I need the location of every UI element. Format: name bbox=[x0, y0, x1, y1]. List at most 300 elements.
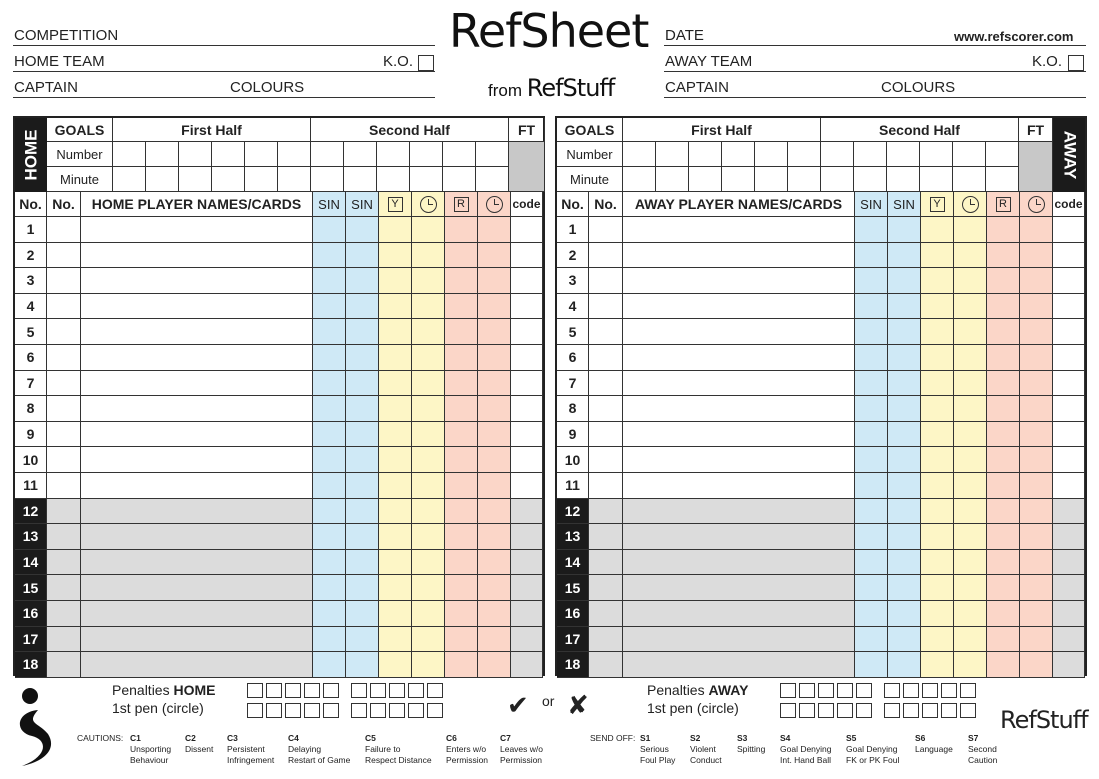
home-player-sin1-cell[interactable] bbox=[313, 268, 346, 294]
away-player-yellow-card-cell[interactable] bbox=[921, 499, 954, 525]
away-player-names-cell[interactable] bbox=[623, 422, 855, 448]
away-player-names-cell[interactable] bbox=[623, 345, 855, 371]
home-player-yellow-card-cell[interactable] bbox=[379, 601, 412, 627]
home-player-red-clock-cell[interactable] bbox=[478, 217, 511, 243]
home-player-code-cell[interactable] bbox=[511, 345, 543, 371]
penalty-box[interactable] bbox=[427, 703, 443, 718]
home-player-red-clock-cell[interactable] bbox=[478, 345, 511, 371]
penalty-box[interactable] bbox=[427, 683, 443, 698]
home-player-red-card-cell[interactable] bbox=[445, 473, 478, 499]
home-player-red-card-cell[interactable] bbox=[445, 447, 478, 473]
away-player-sin2-cell[interactable] bbox=[888, 447, 921, 473]
away-player-red-card-cell[interactable] bbox=[987, 524, 1020, 550]
away-player-red-clock-cell[interactable] bbox=[1020, 396, 1053, 422]
home-player-shirt-no-cell[interactable] bbox=[47, 268, 81, 294]
away-player-yellow-card-cell[interactable] bbox=[921, 217, 954, 243]
home-player-sin2-cell[interactable] bbox=[346, 575, 379, 601]
home-player-names-cell[interactable] bbox=[81, 550, 313, 576]
away-player-sin2-cell[interactable] bbox=[888, 371, 921, 397]
away-player-code-cell[interactable] bbox=[1053, 422, 1085, 448]
away-player-yellow-clock-cell[interactable] bbox=[954, 345, 987, 371]
away-player-sin2-cell[interactable] bbox=[888, 396, 921, 422]
away-player-yellow-card-cell[interactable] bbox=[921, 294, 954, 320]
home-player-red-clock-cell[interactable] bbox=[478, 652, 511, 678]
home-player-red-card-cell[interactable] bbox=[445, 575, 478, 601]
home-player-red-card-cell[interactable] bbox=[445, 345, 478, 371]
home-player-sin1-cell[interactable] bbox=[313, 601, 346, 627]
home-player-names-cell[interactable] bbox=[81, 473, 313, 499]
away-player-names-cell[interactable] bbox=[623, 499, 855, 525]
home-player-names-cell[interactable] bbox=[81, 499, 313, 525]
away-player-code-cell[interactable] bbox=[1053, 601, 1085, 627]
away-player-yellow-card-cell[interactable] bbox=[921, 652, 954, 678]
home-player-code-cell[interactable] bbox=[511, 371, 543, 397]
home-ft-score-cell[interactable] bbox=[509, 142, 545, 192]
away-player-shirt-no-cell[interactable] bbox=[589, 575, 623, 601]
away-player-yellow-card-cell[interactable] bbox=[921, 422, 954, 448]
home-player-sin1-cell[interactable] bbox=[313, 447, 346, 473]
home-goal-number-cell[interactable] bbox=[344, 142, 377, 167]
penalty-box[interactable] bbox=[370, 703, 386, 718]
home-player-sin2-cell[interactable] bbox=[346, 550, 379, 576]
home-goal-minute-cell[interactable] bbox=[179, 167, 212, 192]
home-player-sin1-cell[interactable] bbox=[313, 422, 346, 448]
away-player-code-cell[interactable] bbox=[1053, 575, 1085, 601]
away-goal-minute-cell[interactable] bbox=[722, 167, 755, 192]
away-player-shirt-no-cell[interactable] bbox=[589, 371, 623, 397]
away-player-sin1-cell[interactable] bbox=[855, 601, 888, 627]
away-player-sin1-cell[interactable] bbox=[855, 371, 888, 397]
away-player-code-cell[interactable] bbox=[1053, 396, 1085, 422]
away-player-red-card-cell[interactable] bbox=[987, 345, 1020, 371]
home-goal-number-cell[interactable] bbox=[278, 142, 311, 167]
away-player-sin1-cell[interactable] bbox=[855, 575, 888, 601]
home-player-yellow-card-cell[interactable] bbox=[379, 319, 412, 345]
away-goal-minute-cell[interactable] bbox=[623, 167, 656, 192]
home-player-sin1-cell[interactable] bbox=[313, 575, 346, 601]
away-player-yellow-clock-cell[interactable] bbox=[954, 524, 987, 550]
home-player-names-cell[interactable] bbox=[81, 217, 313, 243]
home-player-yellow-card-cell[interactable] bbox=[379, 243, 412, 269]
home-player-red-card-cell[interactable] bbox=[445, 268, 478, 294]
away-goal-minute-cell[interactable] bbox=[854, 167, 887, 192]
home-player-shirt-no-cell[interactable] bbox=[47, 217, 81, 243]
home-player-red-clock-cell[interactable] bbox=[478, 473, 511, 499]
home-player-shirt-no-cell[interactable] bbox=[47, 345, 81, 371]
home-player-red-clock-cell[interactable] bbox=[478, 319, 511, 345]
penalty-box[interactable] bbox=[247, 703, 263, 718]
away-ft-score-cell[interactable] bbox=[1019, 142, 1053, 192]
away-player-sin1-cell[interactable] bbox=[855, 217, 888, 243]
away-player-yellow-clock-cell[interactable] bbox=[954, 627, 987, 653]
home-player-sin1-cell[interactable] bbox=[313, 243, 346, 269]
home-goal-minute-cell[interactable] bbox=[344, 167, 377, 192]
home-goal-number-cell[interactable] bbox=[377, 142, 410, 167]
away-player-yellow-card-cell[interactable] bbox=[921, 601, 954, 627]
home-player-yellow-clock-cell[interactable] bbox=[412, 319, 445, 345]
away-goal-number-cell[interactable] bbox=[722, 142, 755, 167]
away-player-red-clock-cell[interactable] bbox=[1020, 575, 1053, 601]
home-player-shirt-no-cell[interactable] bbox=[47, 575, 81, 601]
away-player-red-clock-cell[interactable] bbox=[1020, 447, 1053, 473]
home-player-code-cell[interactable] bbox=[511, 627, 543, 653]
away-player-yellow-card-cell[interactable] bbox=[921, 268, 954, 294]
home-player-names-cell[interactable] bbox=[81, 319, 313, 345]
away-player-code-cell[interactable] bbox=[1053, 268, 1085, 294]
away-player-sin2-cell[interactable] bbox=[888, 550, 921, 576]
away-player-red-card-cell[interactable] bbox=[987, 268, 1020, 294]
penalty-box[interactable] bbox=[837, 683, 853, 698]
home-player-shirt-no-cell[interactable] bbox=[47, 396, 81, 422]
home-player-shirt-no-cell[interactable] bbox=[47, 601, 81, 627]
home-player-sin2-cell[interactable] bbox=[346, 319, 379, 345]
home-player-yellow-clock-cell[interactable] bbox=[412, 294, 445, 320]
home-player-names-cell[interactable] bbox=[81, 524, 313, 550]
home-player-yellow-clock-cell[interactable] bbox=[412, 243, 445, 269]
away-player-yellow-clock-cell[interactable] bbox=[954, 371, 987, 397]
home-player-names-cell[interactable] bbox=[81, 652, 313, 678]
away-goal-number-cell[interactable] bbox=[656, 142, 689, 167]
home-player-yellow-card-cell[interactable] bbox=[379, 447, 412, 473]
home-player-yellow-card-cell[interactable] bbox=[379, 422, 412, 448]
home-player-yellow-clock-cell[interactable] bbox=[412, 524, 445, 550]
away-team-field[interactable] bbox=[664, 50, 1086, 72]
away-player-yellow-card-cell[interactable] bbox=[921, 575, 954, 601]
home-player-red-clock-cell[interactable] bbox=[478, 294, 511, 320]
home-player-red-clock-cell[interactable] bbox=[478, 268, 511, 294]
home-player-sin1-cell[interactable] bbox=[313, 473, 346, 499]
home-player-red-card-cell[interactable] bbox=[445, 396, 478, 422]
home-player-red-clock-cell[interactable] bbox=[478, 396, 511, 422]
away-player-yellow-clock-cell[interactable] bbox=[954, 319, 987, 345]
away-player-sin1-cell[interactable] bbox=[855, 345, 888, 371]
away-player-red-clock-cell[interactable] bbox=[1020, 268, 1053, 294]
home-player-red-clock-cell[interactable] bbox=[478, 422, 511, 448]
home-player-yellow-card-cell[interactable] bbox=[379, 473, 412, 499]
penalty-box[interactable] bbox=[884, 683, 900, 698]
home-player-yellow-clock-cell[interactable] bbox=[412, 627, 445, 653]
home-player-red-card-cell[interactable] bbox=[445, 294, 478, 320]
away-goal-minute-cell[interactable] bbox=[788, 167, 821, 192]
away-player-yellow-card-cell[interactable] bbox=[921, 396, 954, 422]
away-player-sin1-cell[interactable] bbox=[855, 627, 888, 653]
home-player-names-cell[interactable] bbox=[81, 447, 313, 473]
home-player-sin2-cell[interactable] bbox=[346, 294, 379, 320]
penalty-box[interactable] bbox=[247, 683, 263, 698]
home-player-red-card-cell[interactable] bbox=[445, 601, 478, 627]
home-player-yellow-clock-cell[interactable] bbox=[412, 217, 445, 243]
away-goal-number-cell[interactable] bbox=[986, 142, 1019, 167]
away-player-names-cell[interactable] bbox=[623, 524, 855, 550]
away-player-sin2-cell[interactable] bbox=[888, 217, 921, 243]
penalty-box[interactable] bbox=[285, 703, 301, 718]
away-goal-number-cell[interactable] bbox=[755, 142, 788, 167]
home-player-names-cell[interactable] bbox=[81, 268, 313, 294]
home-goal-number-cell[interactable] bbox=[146, 142, 179, 167]
home-goal-minute-cell[interactable] bbox=[377, 167, 410, 192]
away-goal-minute-cell[interactable] bbox=[689, 167, 722, 192]
away-goal-number-cell[interactable] bbox=[821, 142, 854, 167]
home-player-red-card-cell[interactable] bbox=[445, 550, 478, 576]
home-player-sin2-cell[interactable] bbox=[346, 447, 379, 473]
home-goal-number-cell[interactable] bbox=[245, 142, 278, 167]
away-player-yellow-clock-cell[interactable] bbox=[954, 294, 987, 320]
home-player-red-clock-cell[interactable] bbox=[478, 524, 511, 550]
away-player-red-card-cell[interactable] bbox=[987, 499, 1020, 525]
away-player-code-cell[interactable] bbox=[1053, 499, 1085, 525]
home-goal-number-cell[interactable] bbox=[311, 142, 344, 167]
penalty-box[interactable] bbox=[960, 683, 976, 698]
home-player-yellow-clock-cell[interactable] bbox=[412, 396, 445, 422]
away-player-sin2-cell[interactable] bbox=[888, 524, 921, 550]
home-goal-number-cell[interactable] bbox=[113, 142, 146, 167]
away-player-shirt-no-cell[interactable] bbox=[589, 601, 623, 627]
home-goal-minute-cell[interactable] bbox=[443, 167, 476, 192]
home-player-shirt-no-cell[interactable] bbox=[47, 243, 81, 269]
penalty-box[interactable] bbox=[304, 683, 320, 698]
home-goal-minute-cell[interactable] bbox=[113, 167, 146, 192]
away-player-shirt-no-cell[interactable] bbox=[589, 422, 623, 448]
home-player-sin1-cell[interactable] bbox=[313, 524, 346, 550]
away-player-shirt-no-cell[interactable] bbox=[589, 268, 623, 294]
away-goal-number-cell[interactable] bbox=[920, 142, 953, 167]
home-player-sin1-cell[interactable] bbox=[313, 294, 346, 320]
away-player-shirt-no-cell[interactable] bbox=[589, 473, 623, 499]
home-ko-box[interactable] bbox=[418, 55, 434, 71]
home-player-red-card-cell[interactable] bbox=[445, 243, 478, 269]
away-player-names-cell[interactable] bbox=[623, 268, 855, 294]
home-player-sin2-cell[interactable] bbox=[346, 371, 379, 397]
home-player-names-cell[interactable] bbox=[81, 422, 313, 448]
away-player-sin1-cell[interactable] bbox=[855, 499, 888, 525]
home-player-sin2-cell[interactable] bbox=[346, 652, 379, 678]
away-player-red-clock-cell[interactable] bbox=[1020, 345, 1053, 371]
home-player-yellow-card-cell[interactable] bbox=[379, 627, 412, 653]
away-player-red-card-cell[interactable] bbox=[987, 601, 1020, 627]
away-player-sin2-cell[interactable] bbox=[888, 499, 921, 525]
away-player-red-card-cell[interactable] bbox=[987, 422, 1020, 448]
penalty-box[interactable] bbox=[856, 683, 872, 698]
penalty-box[interactable] bbox=[266, 683, 282, 698]
away-player-red-card-cell[interactable] bbox=[987, 396, 1020, 422]
away-player-sin1-cell[interactable] bbox=[855, 473, 888, 499]
home-player-names-cell[interactable] bbox=[81, 371, 313, 397]
home-player-code-cell[interactable] bbox=[511, 447, 543, 473]
home-player-code-cell[interactable] bbox=[511, 601, 543, 627]
home-player-yellow-card-cell[interactable] bbox=[379, 294, 412, 320]
away-player-names-cell[interactable] bbox=[623, 294, 855, 320]
home-player-yellow-clock-cell[interactable] bbox=[412, 447, 445, 473]
home-goal-minute-cell[interactable] bbox=[245, 167, 278, 192]
home-player-shirt-no-cell[interactable] bbox=[47, 447, 81, 473]
home-player-red-clock-cell[interactable] bbox=[478, 499, 511, 525]
penalty-box[interactable] bbox=[351, 683, 367, 698]
away-player-yellow-clock-cell[interactable] bbox=[954, 601, 987, 627]
away-player-red-card-cell[interactable] bbox=[987, 627, 1020, 653]
home-player-code-cell[interactable] bbox=[511, 524, 543, 550]
away-player-sin1-cell[interactable] bbox=[855, 652, 888, 678]
home-player-shirt-no-cell[interactable] bbox=[47, 499, 81, 525]
away-player-sin1-cell[interactable] bbox=[855, 268, 888, 294]
away-player-red-card-cell[interactable] bbox=[987, 447, 1020, 473]
away-goal-number-cell[interactable] bbox=[887, 142, 920, 167]
penalty-box[interactable] bbox=[389, 703, 405, 718]
away-player-sin2-cell[interactable] bbox=[888, 652, 921, 678]
penalty-box[interactable] bbox=[370, 683, 386, 698]
away-player-sin2-cell[interactable] bbox=[888, 294, 921, 320]
home-goal-minute-cell[interactable] bbox=[311, 167, 344, 192]
home-player-yellow-card-cell[interactable] bbox=[379, 217, 412, 243]
away-player-red-card-cell[interactable] bbox=[987, 652, 1020, 678]
away-player-yellow-card-cell[interactable] bbox=[921, 524, 954, 550]
away-player-names-cell[interactable] bbox=[623, 550, 855, 576]
home-player-red-card-cell[interactable] bbox=[445, 217, 478, 243]
away-player-yellow-card-cell[interactable] bbox=[921, 319, 954, 345]
home-goal-minute-cell[interactable] bbox=[278, 167, 311, 192]
penalty-box[interactable] bbox=[780, 683, 796, 698]
away-player-sin2-cell[interactable] bbox=[888, 473, 921, 499]
penalty-box[interactable] bbox=[941, 703, 957, 718]
home-goal-number-cell[interactable] bbox=[443, 142, 476, 167]
away-player-names-cell[interactable] bbox=[623, 473, 855, 499]
home-player-sin1-cell[interactable] bbox=[313, 345, 346, 371]
away-player-red-clock-cell[interactable] bbox=[1020, 627, 1053, 653]
home-player-red-clock-cell[interactable] bbox=[478, 627, 511, 653]
away-goal-number-cell[interactable] bbox=[689, 142, 722, 167]
away-goal-minute-cell[interactable] bbox=[755, 167, 788, 192]
home-player-red-clock-cell[interactable] bbox=[478, 575, 511, 601]
away-player-code-cell[interactable] bbox=[1053, 243, 1085, 269]
home-player-yellow-card-cell[interactable] bbox=[379, 345, 412, 371]
away-player-sin2-cell[interactable] bbox=[888, 243, 921, 269]
away-player-red-clock-cell[interactable] bbox=[1020, 499, 1053, 525]
home-player-yellow-card-cell[interactable] bbox=[379, 499, 412, 525]
home-player-red-clock-cell[interactable] bbox=[478, 371, 511, 397]
away-player-red-clock-cell[interactable] bbox=[1020, 243, 1053, 269]
home-player-sin2-cell[interactable] bbox=[346, 268, 379, 294]
away-player-names-cell[interactable] bbox=[623, 319, 855, 345]
away-player-yellow-clock-cell[interactable] bbox=[954, 473, 987, 499]
away-player-sin1-cell[interactable] bbox=[855, 396, 888, 422]
home-player-sin1-cell[interactable] bbox=[313, 550, 346, 576]
penalty-box[interactable] bbox=[323, 683, 339, 698]
home-player-sin1-cell[interactable] bbox=[313, 627, 346, 653]
penalty-box[interactable] bbox=[818, 683, 834, 698]
away-player-sin2-cell[interactable] bbox=[888, 575, 921, 601]
away-player-sin2-cell[interactable] bbox=[888, 319, 921, 345]
home-player-code-cell[interactable] bbox=[511, 396, 543, 422]
home-player-shirt-no-cell[interactable] bbox=[47, 473, 81, 499]
away-player-shirt-no-cell[interactable] bbox=[589, 447, 623, 473]
away-player-red-card-cell[interactable] bbox=[987, 473, 1020, 499]
away-goal-minute-cell[interactable] bbox=[821, 167, 854, 192]
away-player-yellow-card-cell[interactable] bbox=[921, 627, 954, 653]
away-player-names-cell[interactable] bbox=[623, 627, 855, 653]
penalty-box[interactable] bbox=[922, 703, 938, 718]
away-goal-number-cell[interactable] bbox=[623, 142, 656, 167]
away-player-red-card-cell[interactable] bbox=[987, 550, 1020, 576]
away-player-yellow-clock-cell[interactable] bbox=[954, 447, 987, 473]
away-player-yellow-card-cell[interactable] bbox=[921, 371, 954, 397]
home-player-yellow-clock-cell[interactable] bbox=[412, 652, 445, 678]
home-player-red-clock-cell[interactable] bbox=[478, 447, 511, 473]
away-player-shirt-no-cell[interactable] bbox=[589, 550, 623, 576]
away-player-yellow-clock-cell[interactable] bbox=[954, 652, 987, 678]
away-player-code-cell[interactable] bbox=[1053, 524, 1085, 550]
away-player-yellow-clock-cell[interactable] bbox=[954, 243, 987, 269]
away-player-red-card-cell[interactable] bbox=[987, 243, 1020, 269]
away-player-yellow-card-cell[interactable] bbox=[921, 243, 954, 269]
home-player-sin1-cell[interactable] bbox=[313, 396, 346, 422]
away-player-shirt-no-cell[interactable] bbox=[589, 499, 623, 525]
home-player-names-cell[interactable] bbox=[81, 396, 313, 422]
away-player-red-card-cell[interactable] bbox=[987, 294, 1020, 320]
home-goal-number-cell[interactable] bbox=[410, 142, 443, 167]
home-goal-number-cell[interactable] bbox=[179, 142, 212, 167]
penalty-box[interactable] bbox=[780, 703, 796, 718]
home-player-code-cell[interactable] bbox=[511, 499, 543, 525]
home-player-shirt-no-cell[interactable] bbox=[47, 422, 81, 448]
away-player-sin1-cell[interactable] bbox=[855, 294, 888, 320]
away-player-yellow-clock-cell[interactable] bbox=[954, 396, 987, 422]
penalty-box[interactable] bbox=[323, 703, 339, 718]
away-player-red-card-cell[interactable] bbox=[987, 319, 1020, 345]
penalty-box[interactable] bbox=[856, 703, 872, 718]
penalty-box[interactable] bbox=[799, 703, 815, 718]
home-player-red-clock-cell[interactable] bbox=[478, 601, 511, 627]
away-goal-minute-cell[interactable] bbox=[656, 167, 689, 192]
away-player-red-clock-cell[interactable] bbox=[1020, 550, 1053, 576]
penalty-box[interactable] bbox=[960, 703, 976, 718]
away-goal-minute-cell[interactable] bbox=[887, 167, 920, 192]
penalty-box[interactable] bbox=[304, 703, 320, 718]
away-goal-number-cell[interactable] bbox=[953, 142, 986, 167]
home-player-sin2-cell[interactable] bbox=[346, 345, 379, 371]
away-player-code-cell[interactable] bbox=[1053, 550, 1085, 576]
away-player-sin2-cell[interactable] bbox=[888, 601, 921, 627]
away-player-yellow-clock-cell[interactable] bbox=[954, 217, 987, 243]
home-player-yellow-card-cell[interactable] bbox=[379, 550, 412, 576]
away-player-shirt-no-cell[interactable] bbox=[589, 217, 623, 243]
away-player-sin1-cell[interactable] bbox=[855, 319, 888, 345]
away-player-yellow-clock-cell[interactable] bbox=[954, 575, 987, 601]
penalty-box[interactable] bbox=[408, 683, 424, 698]
home-player-code-cell[interactable] bbox=[511, 268, 543, 294]
away-player-sin1-cell[interactable] bbox=[855, 524, 888, 550]
home-player-sin2-cell[interactable] bbox=[346, 422, 379, 448]
penalty-box[interactable] bbox=[903, 703, 919, 718]
home-captain-field[interactable] bbox=[13, 76, 435, 98]
home-player-sin2-cell[interactable] bbox=[346, 601, 379, 627]
away-player-sin2-cell[interactable] bbox=[888, 345, 921, 371]
home-goal-minute-cell[interactable] bbox=[146, 167, 179, 192]
away-player-red-clock-cell[interactable] bbox=[1020, 319, 1053, 345]
away-player-shirt-no-cell[interactable] bbox=[589, 652, 623, 678]
home-player-yellow-card-cell[interactable] bbox=[379, 575, 412, 601]
home-player-shirt-no-cell[interactable] bbox=[47, 652, 81, 678]
away-player-code-cell[interactable] bbox=[1053, 447, 1085, 473]
away-player-sin1-cell[interactable] bbox=[855, 422, 888, 448]
home-player-yellow-clock-cell[interactable] bbox=[412, 550, 445, 576]
home-player-sin2-cell[interactable] bbox=[346, 243, 379, 269]
away-player-red-clock-cell[interactable] bbox=[1020, 652, 1053, 678]
away-player-names-cell[interactable] bbox=[623, 575, 855, 601]
home-player-red-card-cell[interactable] bbox=[445, 422, 478, 448]
away-player-red-card-cell[interactable] bbox=[987, 371, 1020, 397]
home-player-shirt-no-cell[interactable] bbox=[47, 550, 81, 576]
competition-field[interactable] bbox=[13, 24, 435, 46]
away-player-code-cell[interactable] bbox=[1053, 345, 1085, 371]
